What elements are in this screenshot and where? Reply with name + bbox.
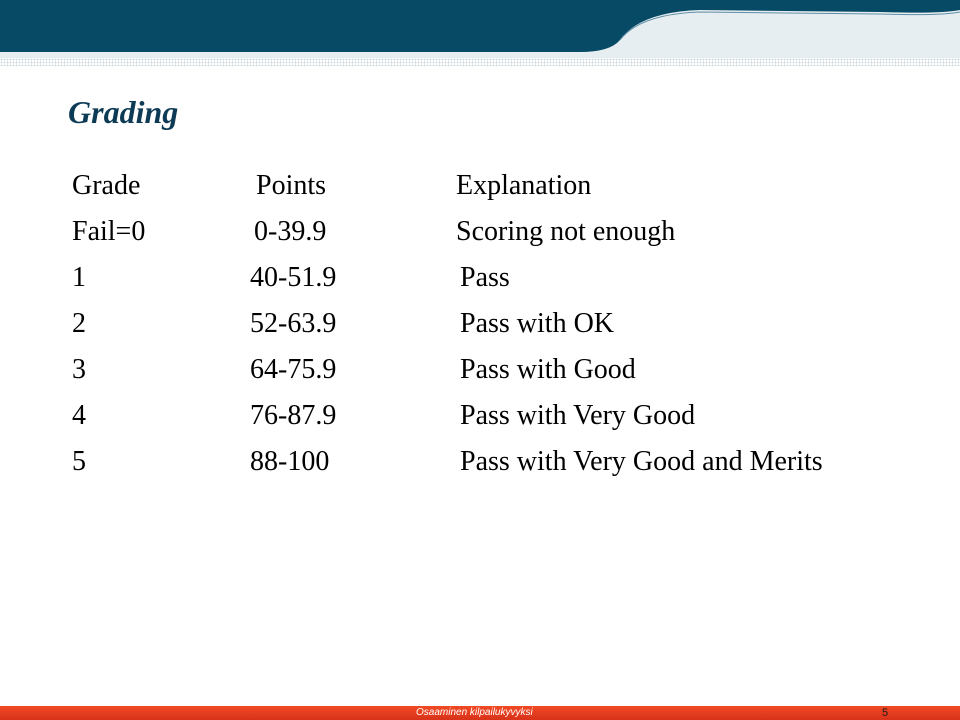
grade-cell: 4 [72, 400, 86, 431]
points-cell: 88-100 [250, 446, 330, 477]
explanation-cell: Pass with Very Good and Merits [460, 446, 823, 477]
page-number: 5 [882, 707, 889, 719]
table-row [72, 256, 912, 302]
explanation-cell: Pass with OK [460, 308, 615, 339]
table-row [72, 348, 912, 394]
table-row [72, 394, 912, 440]
grading-table [72, 164, 912, 486]
grade-cell: Fail=0 [72, 216, 146, 247]
explanation-cell: Pass with Very Good [460, 400, 696, 431]
header-band [0, 0, 960, 58]
grade-cell: 3 [72, 354, 86, 385]
explanation-cell: Pass [460, 262, 510, 293]
points-cell: 76-87.9 [250, 400, 337, 431]
header-dither-strip [0, 58, 960, 66]
footer-bar [0, 706, 960, 720]
points-cell: 40-51.9 [250, 262, 337, 293]
header-explanation: Explanation [456, 170, 592, 201]
table-row [72, 210, 912, 256]
table-row [72, 440, 912, 486]
points-cell: 52-63.9 [250, 308, 337, 339]
slide-title: Grading [68, 94, 179, 130]
points-cell: 0-39.9 [254, 216, 327, 247]
points-cell: 64-75.9 [250, 354, 337, 385]
table-row [72, 302, 912, 348]
header-grade: Grade [72, 170, 141, 201]
grade-cell: 1 [72, 262, 86, 293]
table-header-row [72, 164, 912, 210]
grade-cell: 5 [72, 446, 86, 477]
explanation-cell: Scoring not enough [456, 216, 676, 247]
grade-cell: 2 [72, 308, 86, 339]
header-points: Points [256, 170, 327, 201]
explanation-cell: Pass with Good [460, 354, 636, 385]
footer-slogan: Osaaminen kilpailukyvyksi [416, 707, 533, 718]
